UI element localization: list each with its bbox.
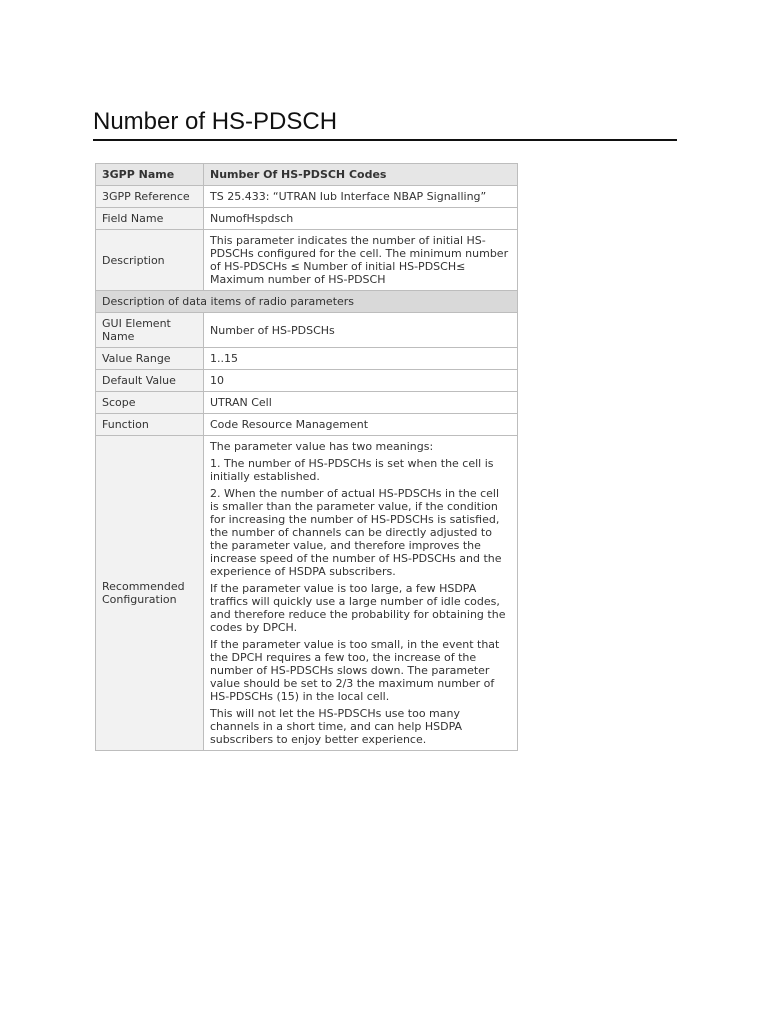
table-row-description (96, 230, 518, 291)
row-value: Code Resource Management (204, 414, 518, 436)
config-paragraph: 2. When the number of actual HS-PDSCHs in the cell is smaller than the parameter value, if the condition for increasing the number of HS-PDSCHs is satisfied, the number of channels can be directly adjusted to the parameter value, and therefore improves the increase speed of the number of HS-PDSCHs and the experience of HSDPA subscribers. (210, 487, 502, 578)
row-value: 1..15 (204, 348, 518, 370)
row-label: GUI Element Name (96, 313, 204, 348)
config-paragraph: This will not let the HS-PDSCHs use too many channels in a short time, and can help HSDPA subscribers to enjoy better experience. (210, 707, 463, 746)
row-value: This parameter indicates the number of initial HS-PDSCHs configured for the cell. The minimum number of HS-PDSCHs ≤ Number of initial HS-PDSCH≤ Maximum number of HS-PDSCH (204, 230, 518, 291)
table-row-function (96, 414, 518, 436)
table-row-3gpp-reference (96, 186, 518, 208)
row-label: Field Name (96, 208, 204, 230)
row-label: Scope (96, 392, 204, 414)
section-heading: Description of data items of radio parameters (96, 291, 518, 313)
row-value: Number Of HS-PDSCH Codes (204, 164, 518, 186)
row-value: UTRAN Cell (204, 392, 518, 414)
row-value: NumofHspdsch (204, 208, 518, 230)
row-label: Default Value (96, 370, 204, 392)
row-value (204, 436, 518, 751)
table-section-row (96, 291, 518, 313)
table-row-scope (96, 392, 518, 414)
row-label: Value Range (96, 348, 204, 370)
table-row-default-value (96, 370, 518, 392)
row-label: Description (96, 230, 204, 291)
row-value: TS 25.433: “UTRAN Iub Interface NBAP Signalling” (204, 186, 518, 208)
config-paragraph: The parameter value has two meanings: (210, 440, 434, 453)
row-value: Number of HS-PDSCHs (204, 313, 518, 348)
row-label: 3GPP Name (96, 164, 204, 186)
config-paragraph: 1. The number of HS-PDSCHs is set when the cell is initially established. (210, 457, 494, 483)
table-row-field-name (96, 208, 518, 230)
row-label: Function (96, 414, 204, 436)
table-row-recommended-configuration (96, 436, 518, 751)
page-title: Number of HS-PDSCH (93, 108, 338, 135)
row-label: Recommended Configuration (96, 436, 204, 751)
table-row-gui-element (96, 313, 518, 348)
parameter-table (95, 163, 518, 751)
table-row-value-range (96, 348, 518, 370)
config-paragraph: If the parameter value is too small, in the event that the DPCH requires a few too, the increase of the number of HS-PDSCHs slows down. The parameter value should be set to 2/3 the maximum number of HS-PDSCHs (15) in the local cell. (210, 638, 500, 703)
title-divider (93, 139, 677, 141)
table-row-3gpp-name (96, 164, 518, 186)
config-paragraph: If the parameter value is too large, a few HSDPA traffics will quickly use a large number of idle codes, and therefore reduce the probability for obtaining the codes by DPCH. (210, 582, 506, 634)
row-label: 3GPP Reference (96, 186, 204, 208)
row-value: 10 (204, 370, 518, 392)
